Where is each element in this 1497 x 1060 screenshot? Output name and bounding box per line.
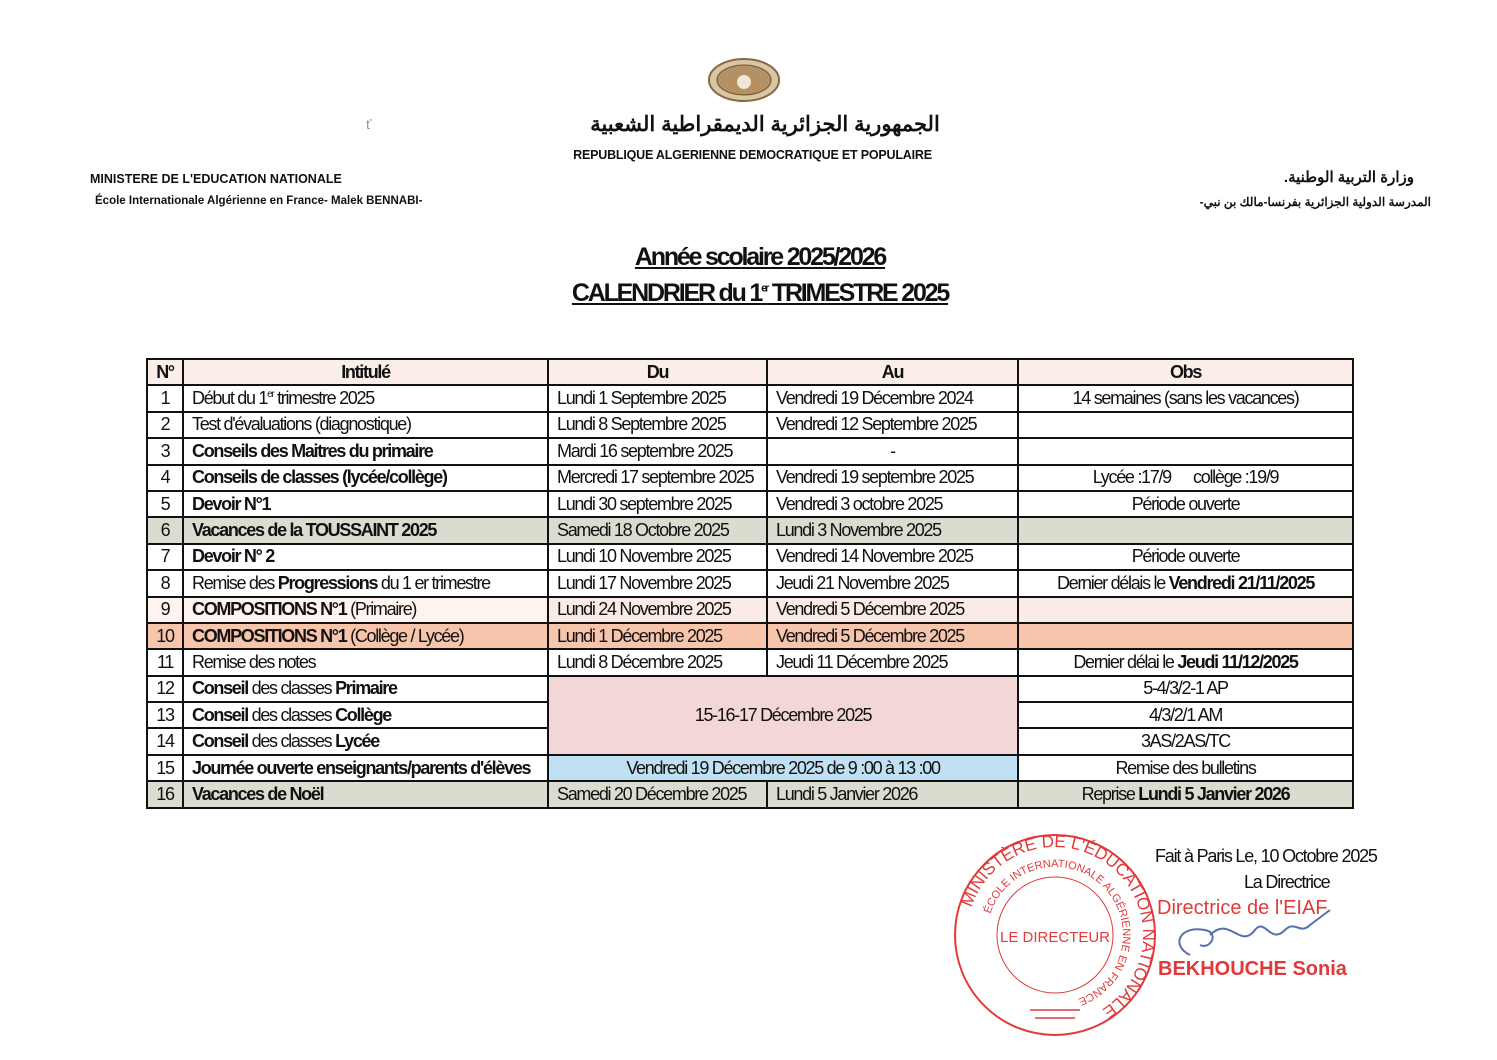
arabic-school-name: المدرسة الدولية الجزائرية بفرنسا-مالك بن نبي- [1199, 195, 1431, 209]
row-title: Journée ouverte enseignants/parents d'élèves [183, 755, 548, 781]
row-to: Vendredi 3 octobre 2025 [767, 491, 1018, 517]
row-number: 6 [147, 517, 183, 543]
row-number: 11 [147, 649, 183, 675]
row-obs [1018, 517, 1353, 543]
row-from: Lundi 1 Décembre 2025 [548, 623, 767, 649]
state-emblem-icon [707, 57, 781, 103]
table-row [147, 438, 1353, 464]
table-row [147, 465, 1353, 491]
row-title: Remise des Progressions du 1 er trimestre [183, 570, 548, 596]
row-to: Jeudi 11 Décembre 2025 [767, 649, 1018, 675]
row-to: Lundi 5 Janvier 2026 [767, 781, 1018, 807]
signature-role: Directrice de l'EIAF [1157, 897, 1328, 919]
col-header-to: Au [767, 359, 1018, 385]
row-title: Conseil des classes Primaire [183, 676, 548, 702]
row-number: 7 [147, 544, 183, 570]
row-title: Vacances de la TOUSSAINT 2025 [183, 517, 548, 543]
row-obs: Dernier délais le Vendredi 21/11/2025 [1018, 570, 1353, 596]
row-from: Lundi 17 Novembre 2025 [548, 570, 767, 596]
row-number: 4 [147, 465, 183, 491]
col-header-obs: Obs [1018, 359, 1353, 385]
row-from: Lundi 10 Novembre 2025 [548, 544, 767, 570]
table-row [147, 649, 1353, 675]
row-to: - [767, 438, 1018, 464]
stamp-inner-text: ÉCOLE INTERNATIONALE ALGÉRIENNE EN FRANCE [981, 857, 1133, 1008]
row-title: Conseils des Maitres du primaire [183, 438, 548, 464]
table-row [147, 781, 1353, 807]
row-to: Vendredi 19 Décembre 2024 [767, 385, 1018, 411]
signatory-role: La Directrice [1244, 872, 1330, 892]
arabic-republic-title: الجمهورية الجزائرية الديمقراطية الشعبية [590, 113, 940, 136]
table-row [147, 676, 1353, 702]
row-from: Lundi 8 Décembre 2025 [548, 649, 767, 675]
row-title: COMPOSITIONS N°1 (Primaire) [183, 597, 548, 623]
arabic-ministry-name: وزارة التربية الوطنية. [1283, 169, 1414, 186]
col-header-number: N° [147, 359, 183, 385]
table-row [147, 597, 1353, 623]
row-number: 1 [147, 385, 183, 411]
scan-mark: ť [366, 116, 372, 132]
row-number: 14 [147, 728, 183, 754]
table-row [147, 570, 1353, 596]
row-obs [1018, 623, 1353, 649]
row-number: 16 [147, 781, 183, 807]
row-number: 12 [147, 676, 183, 702]
row-obs: Période ouverte [1018, 544, 1353, 570]
row-number: 13 [147, 702, 183, 728]
row-to: Vendredi 5 Décembre 2025 [767, 597, 1018, 623]
row-title: Début du 1er trimestre 2025 [183, 385, 548, 411]
row-to: Jeudi 21 Novembre 2025 [767, 570, 1018, 596]
row-from: Samedi 18 Octobre 2025 [548, 517, 767, 543]
row-title: Test d'évaluations (diagnostique) [183, 412, 548, 438]
calendar-table [146, 358, 1354, 809]
row-from: Lundi 30 septembre 2025 [548, 491, 767, 517]
row-to: Vendredi 14 Novembre 2025 [767, 544, 1018, 570]
table-row [147, 544, 1353, 570]
place-date: Fait à Paris Le, 10 Octobre 2025 [1155, 846, 1377, 866]
row-obs: 14 semaines (sans les vacances) [1018, 385, 1353, 411]
row-to: Vendredi 5 Décembre 2025 [767, 623, 1018, 649]
col-header-title: Intitulé [183, 359, 548, 385]
row-number: 3 [147, 438, 183, 464]
row-obs [1018, 412, 1353, 438]
school-name: École Internationale Algérienne en France- Malek BENNABI- [95, 195, 423, 207]
col-header-from: Du [548, 359, 767, 385]
row-title: Remise des notes [183, 649, 548, 675]
handwritten-signature [1160, 905, 1340, 965]
row-number: 15 [147, 755, 183, 781]
republic-title: REPUBLIQUE ALGERIENNE DEMOCRATIQUE ET POPULAIRE [573, 148, 932, 162]
row-obs: 3AS/2AS/TC [1018, 728, 1353, 754]
row-number: 10 [147, 623, 183, 649]
row-from: Mercredi 17 septembre 2025 [548, 465, 767, 491]
row-title: COMPOSITIONS N°1 (Collège / Lycée) [183, 623, 548, 649]
row-from: Lundi 1 Septembre 2025 [548, 385, 767, 411]
calendar-title: CALENDRIER du 1er TRIMESTRE 2025 [571, 279, 949, 307]
row-title: Conseil des classes Collège [183, 702, 548, 728]
row-obs [1018, 438, 1353, 464]
ministry-name: MINISTERE DE L'EDUCATION NATIONALE [90, 172, 342, 186]
row-number: 9 [147, 597, 183, 623]
row-obs: Remise des bulletins [1018, 755, 1353, 781]
row-to: Lundi 3 Novembre 2025 [767, 517, 1018, 543]
row-from: Lundi 8 Septembre 2025 [548, 412, 767, 438]
table-row [147, 517, 1353, 543]
row-obs: 5-4/3/2-1 AP [1018, 676, 1353, 702]
row-title: Devoir N° 2 [183, 544, 548, 570]
row-number: 5 [147, 491, 183, 517]
row-title: Conseil des classes Lycée [183, 728, 548, 754]
row-to: Vendredi 12 Septembre 2025 [767, 412, 1018, 438]
row-from: Mardi 16 septembre 2025 [548, 438, 767, 464]
official-stamp [950, 830, 1160, 1040]
row-from: Lundi 24 Novembre 2025 [548, 597, 767, 623]
school-year-title: Année scolaire 2025/2026 [634, 243, 886, 271]
conseils-dates: 15-16-17 Décembre 2025 [548, 676, 1018, 755]
table-row [147, 491, 1353, 517]
table-header-row [147, 359, 1353, 385]
row-from: Samedi 20 Décembre 2025 [548, 781, 767, 807]
row-obs: 4/3/2/1 AM [1018, 702, 1353, 728]
row-obs: Période ouverte [1018, 491, 1353, 517]
table-row [147, 623, 1353, 649]
table-row [147, 755, 1353, 781]
stamp-center-text: LE DIRECTEUR [999, 929, 1111, 946]
row-obs: Reprise Lundi 5 Janvier 2026 [1018, 781, 1353, 807]
row-obs: Lycée :17/9 collège :19/9 [1018, 465, 1353, 491]
journee-date: Vendredi 19 Décembre 2025 de 9 :00 à 13 :00 [548, 755, 1018, 781]
row-number: 8 [147, 570, 183, 596]
table-row [147, 385, 1353, 411]
stamp-ring-text: MINISTÈRE DE L'ÉDUCATION NATIONALE [957, 831, 1159, 1022]
table-row [147, 412, 1353, 438]
row-title: Conseils de classes (lycée/collège) [183, 465, 548, 491]
row-obs: Dernier délai le Jeudi 11/12/2025 [1018, 649, 1353, 675]
row-number: 2 [147, 412, 183, 438]
row-obs [1018, 597, 1353, 623]
row-to: Vendredi 19 septembre 2025 [767, 465, 1018, 491]
signatory-name: BEKHOUCHE Sonia [1158, 958, 1347, 980]
row-title: Vacances de Noël [183, 781, 548, 807]
row-title: Devoir N°1 [183, 491, 548, 517]
